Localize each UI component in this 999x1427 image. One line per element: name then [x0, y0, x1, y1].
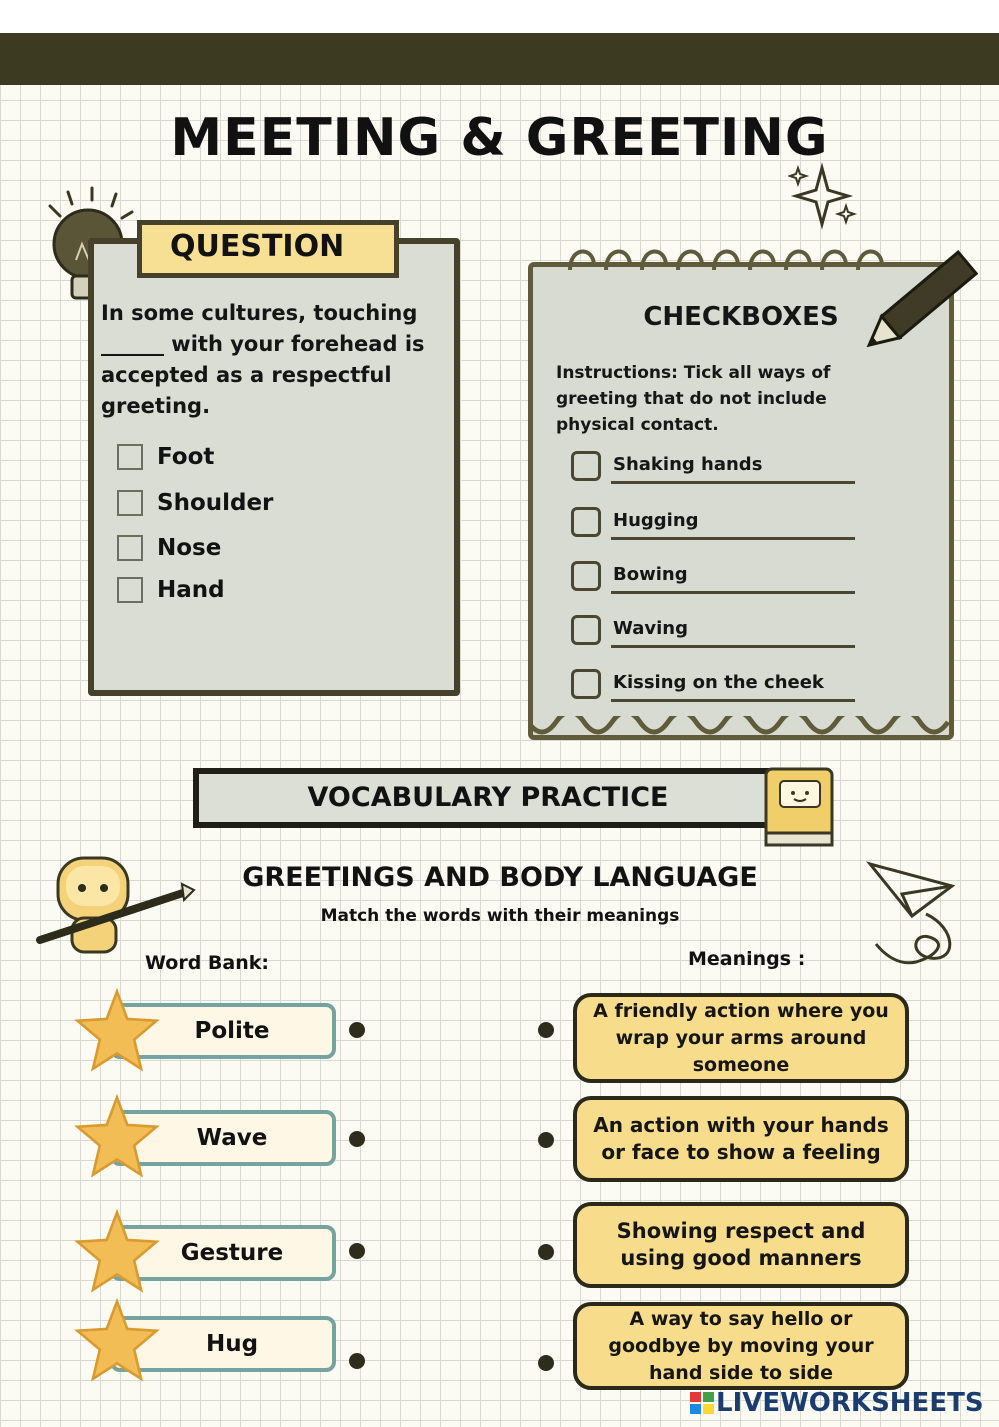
option-checkbox[interactable] — [117, 577, 143, 603]
match-dot-left[interactable] — [349, 1022, 365, 1038]
option-shoulder[interactable] — [117, 487, 367, 519]
liveworksheets-logo — [690, 1388, 984, 1418]
question-text: In some cultures, touching ______ with your forehead is accepted as a respectful greeting. — [101, 301, 425, 418]
option-label: Hand — [157, 577, 225, 603]
option-checkbox[interactable] — [117, 535, 143, 561]
underline — [611, 481, 855, 484]
option-foot[interactable] — [117, 441, 367, 473]
word-gesture[interactable]: Gesture — [110, 1225, 336, 1281]
match-dot-right[interactable] — [538, 1355, 554, 1371]
vocabulary-banner: VOCABULARY PRACTICE — [193, 768, 783, 828]
vocab-subtitle: GREETINGS AND BODY LANGUAGE — [242, 862, 758, 893]
check-item-shaking-hands[interactable] — [571, 451, 861, 491]
vocab-instruction: Match the words with their meanings — [320, 906, 680, 926]
star-icon — [74, 1209, 160, 1295]
top-margin — [0, 0, 999, 33]
header-bar — [0, 33, 999, 85]
match-dot-left[interactable] — [349, 1131, 365, 1147]
checkboxes-title: CHECKBOXES — [643, 302, 839, 332]
option-label: Shoulder — [157, 490, 274, 516]
star-icon — [74, 988, 160, 1074]
meanings-label: Meanings : — [688, 948, 806, 970]
option-hand[interactable] — [117, 574, 367, 606]
check-item-waving[interactable] — [571, 615, 861, 655]
match-dot-right[interactable] — [538, 1132, 554, 1148]
meaning-card[interactable]: A way to say hello or goodbye by moving your hand side to side — [573, 1302, 909, 1390]
check-item-kissing-cheek[interactable] — [571, 669, 861, 709]
word-bank-label: Word Bank: — [145, 952, 269, 974]
pencil-icon — [860, 238, 996, 356]
question-tag: QUESTION — [137, 220, 399, 278]
match-dot-left[interactable] — [349, 1243, 365, 1259]
underline — [611, 591, 855, 594]
torn-edge — [528, 716, 954, 746]
word-polite[interactable]: Polite — [110, 1003, 336, 1059]
meaning-card[interactable]: An action with your hands or face to show a feeling — [573, 1096, 909, 1182]
match-dot-right[interactable] — [538, 1022, 554, 1038]
check-box[interactable] — [571, 669, 601, 699]
check-label: Waving — [613, 618, 688, 639]
page-title: MEETING & GREETING — [170, 108, 829, 168]
sparkle-icon — [788, 162, 858, 232]
star-icon — [74, 1094, 160, 1180]
check-box[interactable] — [571, 561, 601, 591]
check-box[interactable] — [571, 451, 601, 481]
paper-plane-icon — [866, 858, 966, 968]
match-dot-right[interactable] — [538, 1244, 554, 1260]
logo-text: LIVEWORKSHEETS — [716, 1388, 984, 1418]
option-label: Foot — [157, 444, 215, 470]
book-icon — [758, 763, 840, 853]
option-checkbox[interactable] — [117, 444, 143, 470]
check-label: Shaking hands — [613, 454, 763, 475]
underline — [611, 537, 855, 540]
option-nose[interactable] — [117, 532, 367, 564]
check-item-bowing[interactable] — [571, 561, 861, 601]
underline — [611, 699, 855, 702]
option-checkbox[interactable] — [117, 490, 143, 516]
word-hug[interactable]: Hug — [110, 1316, 336, 1372]
option-label: Nose — [157, 535, 222, 561]
check-label: Bowing — [613, 564, 688, 585]
check-box[interactable] — [571, 507, 601, 537]
meaning-card[interactable]: A friendly action where you wrap your arms around someone — [573, 993, 909, 1083]
check-item-hugging[interactable] — [571, 507, 861, 547]
match-dot-left[interactable] — [349, 1353, 365, 1369]
check-label: Hugging — [613, 510, 699, 531]
logo-mark-icon — [690, 1392, 714, 1414]
meaning-card[interactable]: Showing respect and using good manners — [573, 1202, 909, 1288]
check-label: Kissing on the cheek — [613, 672, 824, 693]
underline — [611, 645, 855, 648]
checkboxes-instructions: Instructions: Tick all ways of greeting that do not include physical contact. — [556, 363, 831, 435]
check-box[interactable] — [571, 615, 601, 645]
word-wave[interactable]: Wave — [110, 1110, 336, 1166]
star-icon — [74, 1298, 160, 1384]
